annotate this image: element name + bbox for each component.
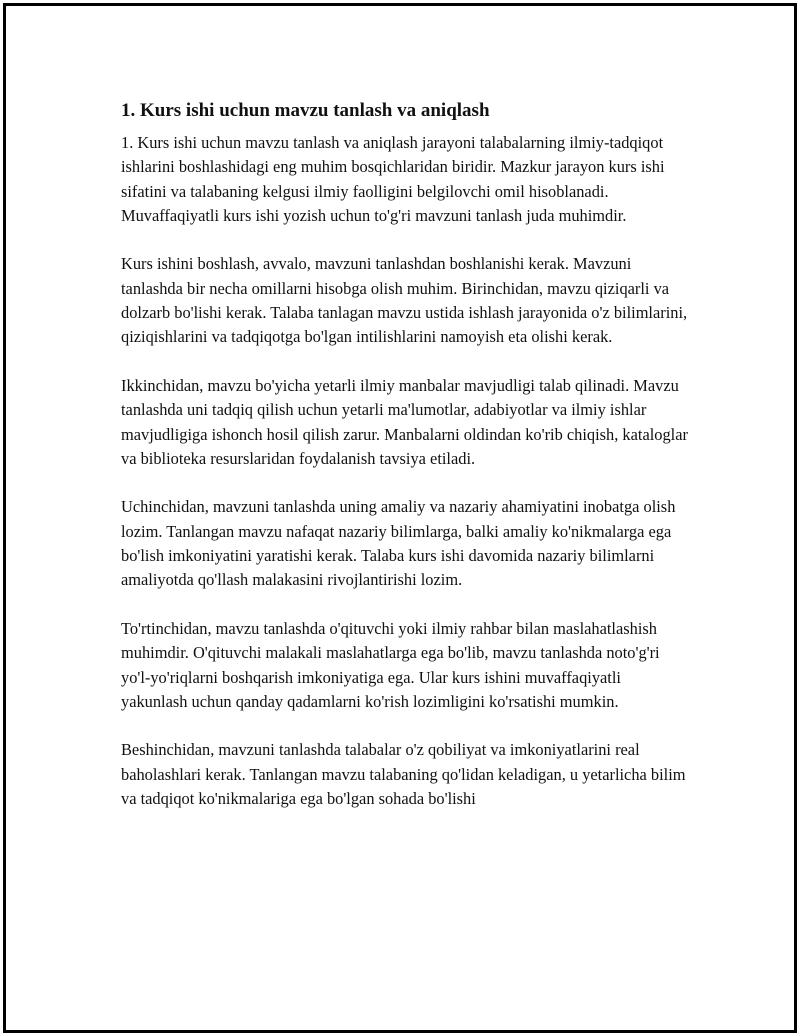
- document-body: [121, 98, 691, 836]
- page-frame: [3, 3, 797, 1033]
- paragraph-fourth-factor: To'rtinchidan, mavzu tanlashda o'qituvchi yoki ilmiy rahbar bilan maslahatlashish muhimdir. O'qituvchi malakali maslahatlarga ega bo'lib, mavzu tanlashda noto'g'ri yo'l-yo'riqlarni boshqarish imkoniyatiga ega. Ular kurs ishini muvaffaqiyatli yakunlash uchun qanday qadamlarni ko'rish lozimligini ko'rsatishi mumkin.: [121, 618, 660, 711]
- paragraph-intro: 1. Kurs ishi uchun mavzu tanlash va aniqlash jarayoni talabalarning ilmiy-tadqiqot ishlarini boshlashidagi eng muhim bosqichlaridan biridir. Mazkur jarayon kurs ishi sifatini va talabaning kelgusi ilmiy faolligini belgilovchi omil hisoblanadi. Muvaffaqiyatli kurs ishi yozish uchun to'g'ri mavzuni tanlash juda muhimdir.: [121, 133, 665, 225]
- paragraph-second-factor: Ikkinchidan, mavzu bo'yicha yetarli ilmiy manbalar mavjudligi talab qilinadi. Mavzu tanlashda uni tadqiq qilish uchun yetarli ma'lumotlar, adabiyotlar va ilmiy ishlar mavjudligiga ishonch hosil qilish zarur. Manbalarni oldindan ko'rib chiqish, kataloglar va biblioteka resurslaridan foydalanish tavsiya etiladi.: [121, 375, 688, 468]
- paragraph-third-factor: Uchinchidan, mavzuni tanlashda uning amaliy va nazariy ahamiyatini inobatga olish lozim. Tanlangan mavzu nafaqat nazariy bilimlarga, balki amaliy ko'nikmalarga ega bo'lish imkoniyatini yaratishi kerak. Talaba kurs ishi davomida nazariy bilimlarni amaliyotda qo'llash malakasini rivojlantirishi lozim.: [121, 497, 676, 590]
- paragraph-first-factor: Kurs ishini boshlash, avvalo, mavzuni tanlashdan boshlanishi kerak. Mavzuni tanlashda bir necha omillarni hisobga olish muhim. Birinchidan, mavzu qiziqarli va dolzarb bo'lishi kerak. Talaba tanlagan mavzu ustida ishlash jarayonida o'z bilimlarini, qiziqishlarini va tadqiqotga bo'lgan intilishlarini namoyish eta olishi kerak.: [121, 254, 688, 347]
- paragraph-fifth-factor: Beshinchidan, mavzuni tanlashda talabalar o'z qobiliyat va imkoniyatlarini real baholashlari kerak. Tanlangan mavzu talabaning qo'lidan keladigan, u yetarlicha bilim va tadqiqot ko'nikmalariga ega bo'lgan sohada bo'lishi: [121, 740, 686, 809]
- document-heading: 1. Kurs ishi uchun mavzu tanlash va aniqlash: [121, 100, 490, 121]
